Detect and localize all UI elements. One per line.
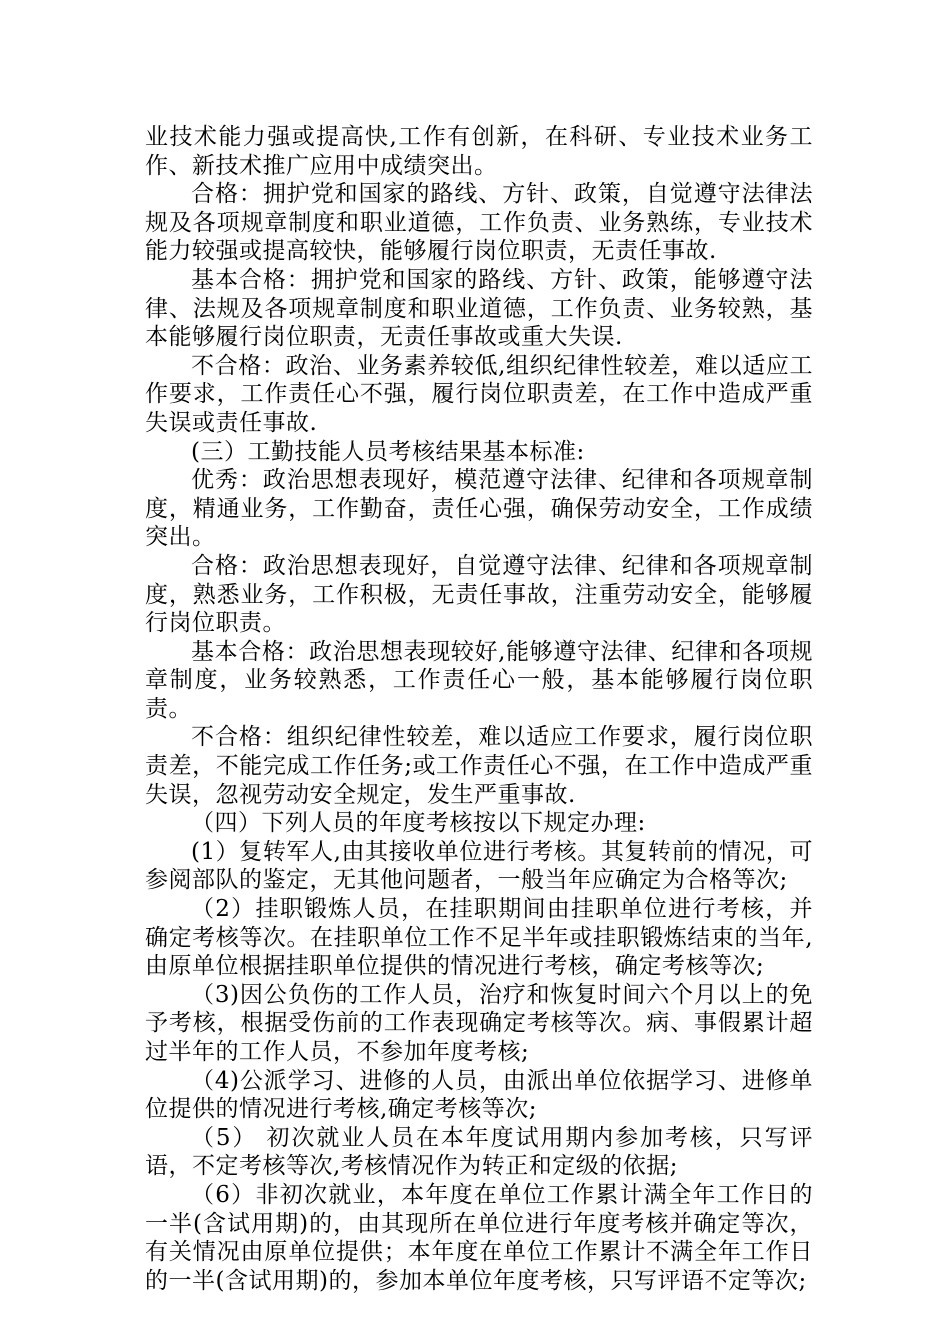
- list-item-6: （6）非初次就业，本年度在单位工作累计满全年工作日的一半(含试用期)的，由其现所在单位进行年度考核并确定等次，有关情况由原单位提供；本年度在单位工作累计不满全年工作日的一半(含试用期)的，参加本单位年度考核，只写评语不定等次;: [145, 1181, 813, 1294]
- paragraph-1: 业技术能力强或提高快,工作有创新，在科研、专业技术业务工作、新技术推广应用中成绩突出。: [145, 124, 813, 179]
- paragraph-9: 不合格：组织纪律性较差，难以适应工作要求，履行岗位职责差，不能完成工作任务;或工作责任心不强，在工作中造成严重失误，忽视劳动安全规定，发生严重事故.: [145, 724, 813, 808]
- section-heading-4: （四）下列人员的年度考核按以下规定办理:: [191, 810, 646, 837]
- list-item-3: （3)因公负伤的工作人员，治疗和恢复时间六个月以上的免予考核，根据受伤前的工作表现确定考核等次。病、事假累计超过半年的工作人员，不参加年度考核;: [145, 981, 813, 1065]
- paragraph-2: 合格：拥护党和国家的路线、方针、政策，自觉遵守法律法规及各项规章制度和职业道德，工作负责、业务熟练，专业技术能力较强或提高较快，能够履行岗位职责，无责任事故.: [145, 181, 813, 265]
- list-item-4: （4)公派学习、进修的人员，由派出单位依据学习、进修单位提供的情况进行考核,确定考核等次;: [145, 1067, 813, 1123]
- paragraph-3: 基本合格：拥护党和国家的路线、方针、政策，能够遵守法律、法规及各项规章制度和职业道德，工作负责、业务较熟，基本能够履行岗位职责，无责任事故或重大失误.: [145, 266, 813, 351]
- list-item-1: (1）复转军人,由其接收单位进行考核。其复转前的情况，可参阅部队的鉴定，无其他问题者，一般当年应确定为合格等次;: [145, 838, 813, 894]
- list-item-2: （2）挂职锻炼人员，在挂职期间由挂职单位进行考核，并确定考核等次。在挂职单位工作不足半年或挂职锻炼结束的当年,由原单位根据挂职单位提供的情况进行考核，确定考核等次;: [145, 896, 813, 980]
- document-body: [145, 123, 813, 1295]
- paragraph-7: 合格：政治思想表现好，自觉遵守法律、纪律和各项规章制度，熟悉业务，工作积极，无责任事故，注重劳动安全，能够履行岗位职责。: [145, 552, 813, 637]
- list-item-5: （5） 初次就业人员在本年度试用期内参加考核，只写评语，不定考核等次,考核情况作为转正和定级的依据;: [145, 1124, 813, 1180]
- paragraph-4: 不合格：政治、业务素养较低,组织纪律性较差，难以适应工作要求，工作责任心不强，履行岗位职责差，在工作中造成严重失误或责任事故.: [145, 352, 813, 436]
- section-heading-3: (三）工勤技能人员考核结果基本标准:: [191, 438, 585, 465]
- paragraph-8: 基本合格：政治思想表现较好,能够遵守法律、纪律和各项规章制度，业务较熟悉，工作责任心一般，基本能够履行岗位职责。: [145, 638, 813, 722]
- paragraph-6: 优秀：政治思想表现好，模范遵守法律、纪律和各项规章制度，精通业务，工作勤奋，责任心强，确保劳动安全，工作成绩突出。: [145, 467, 813, 551]
